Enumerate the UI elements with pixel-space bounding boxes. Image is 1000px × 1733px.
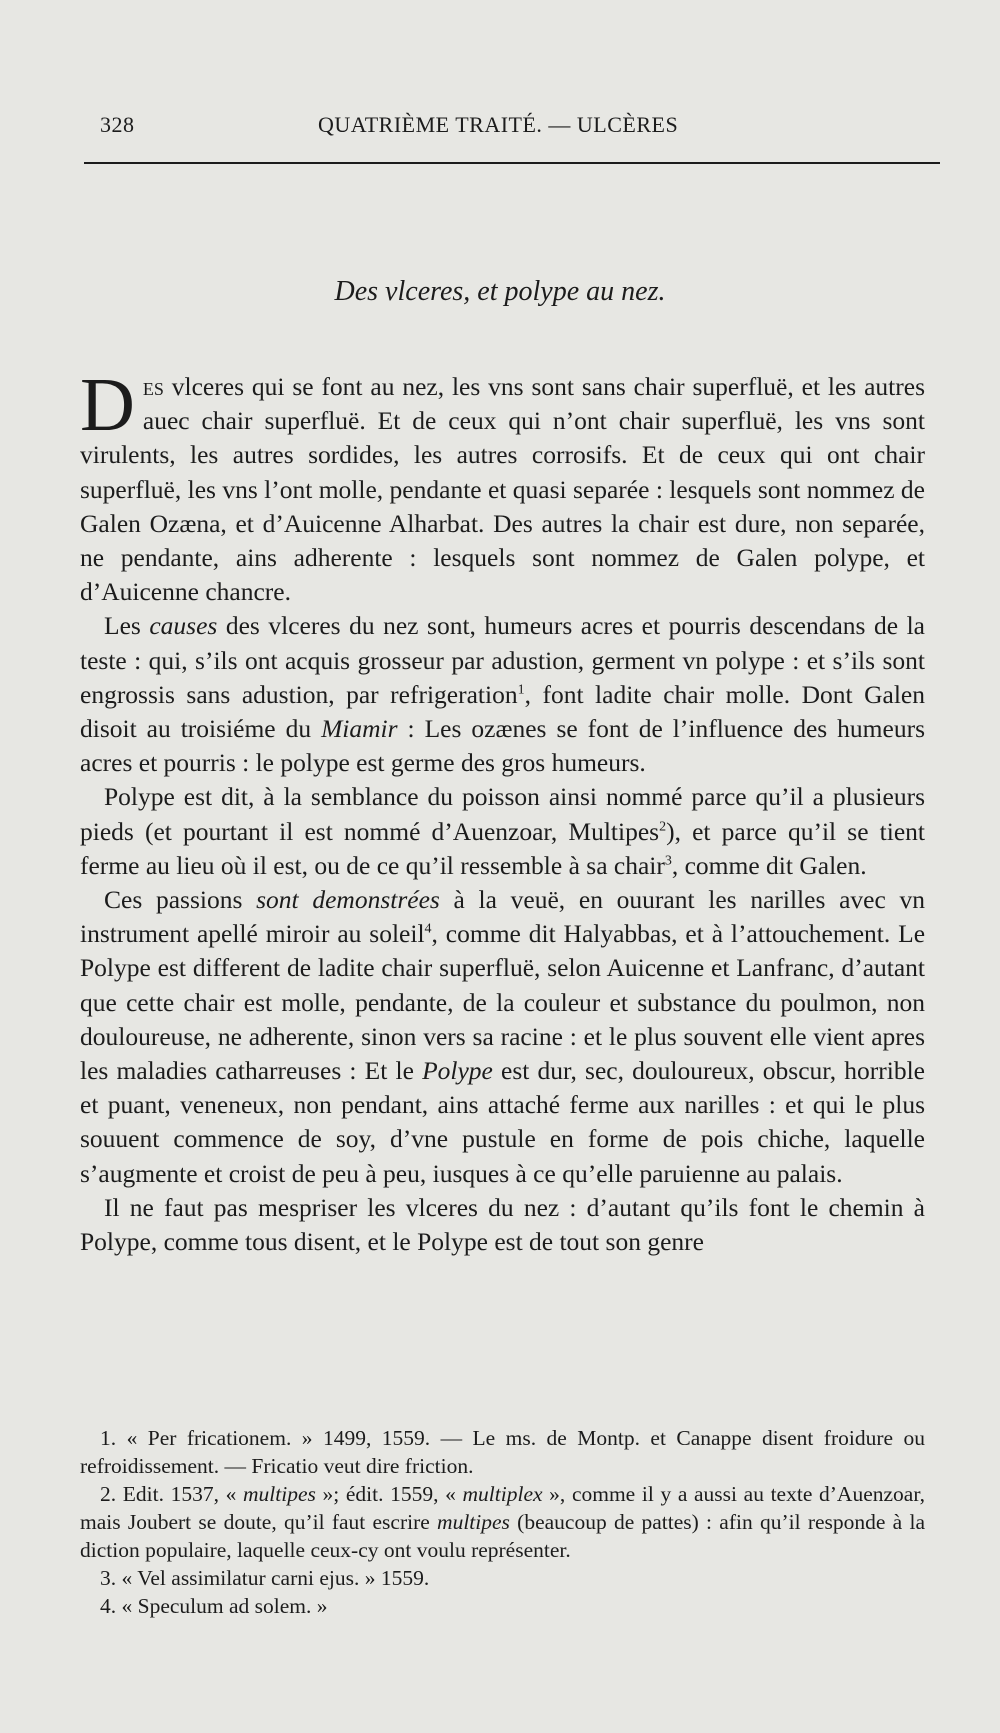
- footnote-ref: 3: [664, 853, 672, 869]
- footnote-ref: 2: [659, 819, 667, 835]
- text-run: (beaucoup de pattes) : afin qu’il responde à la diction populaire, laquelle ceux-cy ont voulu représenter.: [80, 1510, 925, 1562]
- running-title: QUATRIÈME TRAITÉ. — ULCÈRES: [318, 112, 679, 137]
- text-run: Polype est dit, à la semblance du poisson ainsi nommé parce qu’il a plusieurs pieds (et pourtant il est nommé d’Auenzoar, Multipes: [80, 782, 925, 846]
- footnotes: [80, 1424, 925, 1620]
- section-title: Des vlceres, et polype au nez.: [334, 276, 666, 307]
- text-run: 2. Edit. 1537, «: [100, 1482, 244, 1506]
- footnote-4: 4. « Speculum ad solem. »: [100, 1594, 328, 1618]
- footnote-1: 1. « Per fricationem. » 1499, 1559. — Le ms. de Montp. et Canappe disent froidure ou refroidissement. — Fricatio veut dire friction.: [80, 1426, 925, 1478]
- text-run: des vlceres du nez sont, humeurs acres et pourris descendans de la teste : qui, s’ils ont acquis grosseur par adustion, germent vn polype : et s’ils sont engrossis sans adustion, par refrigeration: [80, 611, 925, 709]
- text-run: »; édit. 1559, «: [315, 1482, 463, 1506]
- text-run: à la veuë, en ouurant les narilles avec vn instrument apellé miroir au soleil: [80, 885, 926, 949]
- text-run: ), et parce qu’il se tient ferme au lieu où il est, ou de ce qu’il ressemble à sa chair: [80, 816, 925, 880]
- italic-run: multipes: [437, 1510, 510, 1534]
- italic-run: Polype: [422, 1056, 493, 1086]
- paragraph-3: [80, 780, 925, 883]
- footnote-3: 3. « Vel assimilatur carni ejus. » 1559.: [100, 1566, 430, 1590]
- italic-run: causes: [149, 611, 218, 641]
- smallcaps-lead: es: [142, 372, 164, 401]
- italic-run: sont demonstrées: [256, 885, 440, 915]
- text-run: est dur, sec, douloureux, obscur, horrible et puant, veneneux, non pendant, ains attaché ferme aux narilles : et qui le plus souuent commence de soy, d’vne pustule en forme de pois chiche, laquelle s’augmente et croist de peu à peu, iusques à ce qu’elle paruienne au palais.: [80, 1056, 925, 1188]
- paragraph-2: [80, 609, 925, 780]
- paragraph-4: [80, 883, 925, 1191]
- text-run: Ces passions: [104, 885, 257, 915]
- paragraph-5: [80, 1191, 925, 1259]
- header-rule: [84, 162, 940, 164]
- text-run: : Les ozænes se font de l’influence des humeurs acres et pourris : le polype est germe des gros humeurs.: [80, 714, 925, 778]
- text-run: , comme dit Halyabbas, et à l’attouchement. Le Polype est different de ladite chair superfluë, selon Auicenne et Lanfranc, d’autant que cette chair est molle, pendante, de la couleur et substance du poulmon, non douloureuse, ne adherente, sinon vers sa racine : et le plus souvent elle vient apres les maladies catharreuses : Et le: [80, 919, 926, 1086]
- body-text: [80, 363, 926, 1259]
- drop-cap: D: [80, 363, 135, 447]
- text-run: Les: [104, 611, 150, 641]
- footnote-ref: 1: [517, 682, 525, 698]
- paragraph-1: [80, 363, 925, 609]
- italic-run: multiplex: [462, 1482, 543, 1506]
- text-run: , comme dit Galen.: [671, 850, 867, 880]
- italic-run: multipes: [243, 1482, 316, 1506]
- italic-run: Miamir: [321, 714, 398, 744]
- footnote-ref: 4: [424, 921, 432, 937]
- footnote-2: [80, 1480, 925, 1564]
- text-run: », comme il y a aussi au texte d’Auenzoar, mais Joubert se doute, qu’il faut escrire: [80, 1482, 925, 1534]
- paragraph-1-text: vlceres qui se font au nez, les vns sont sans chair superfluë, et les autres auec chair superfluë. Et de ceux qui n’ont chair superfluë, les vns sont virulents, les autres sordides, les autres corrosifs. Et de ceux qui ont chair superfluë, les vns l’ont molle, pendante et quasi separée : lesquels sont nommez de Galen Ozæna, et d’Auicenne Alharbat. Des autres la chair est dure, non separée, ne pendante, ains adherente : lesquels sont nommez de Galen polype, et d’Auicenne chancre.: [80, 372, 925, 607]
- page-number: 328: [100, 112, 135, 137]
- text-run: , font ladite chair molle. Dont Galen disoit au troisiéme du: [80, 679, 925, 744]
- text-run: Il ne faut pas mespriser les vlceres du nez : d’autant qu’ils font le chemin à Polype, comme tous disent, et le Polype est de tout son genre: [80, 1192, 925, 1257]
